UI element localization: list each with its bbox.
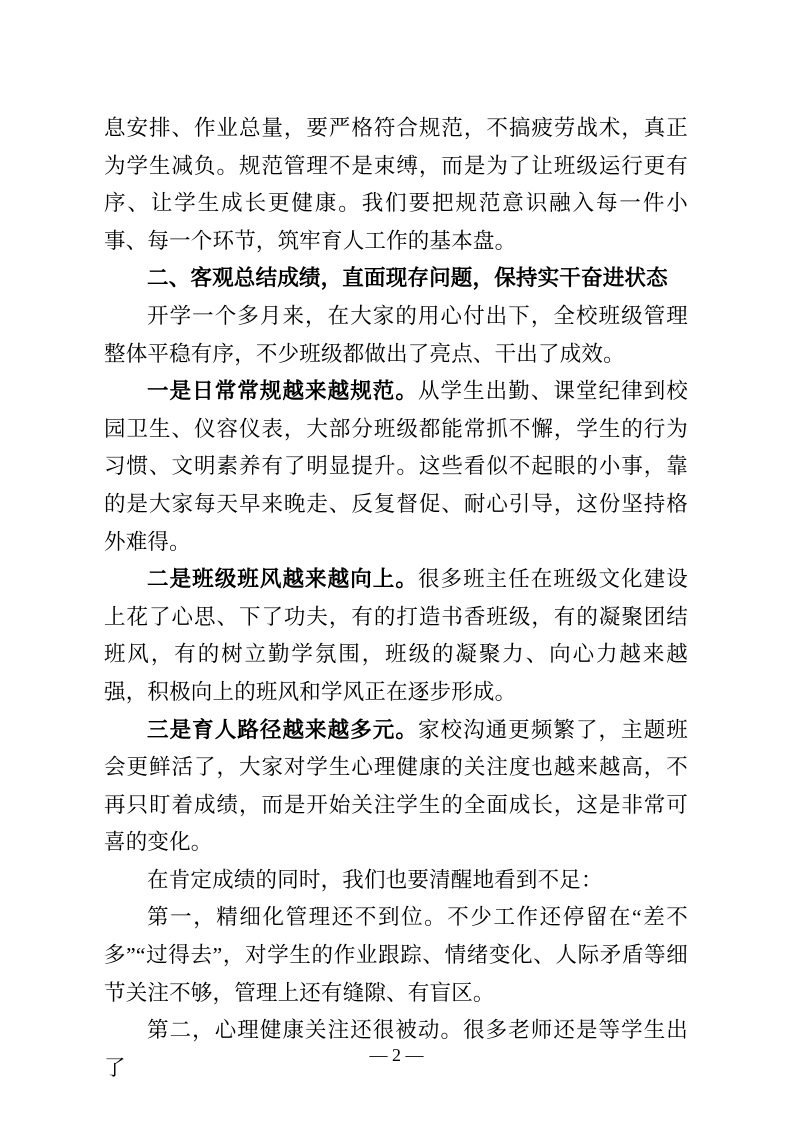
paragraph-text: 很多班主任在班级文化建设上花了心思、下了功夫，有的打造书香班级，有的凝聚团结班风，有的树立勤学氛围，班级的凝聚力、向心力越来越强，积极向上的班风和学风正在逐步形成。 xyxy=(104,567,688,704)
paragraph-text: 在肯定成绩的同时，我们也要清醒地看到不足： xyxy=(147,867,603,892)
section-heading xyxy=(104,260,688,298)
paragraph-point-2 xyxy=(104,561,688,711)
paragraph-lead: 三是育人路径越来越多元。 xyxy=(147,717,418,742)
paragraph-problem-1 xyxy=(104,899,688,1012)
heading-text: 二、客观总结成绩，直面现存问题，保持实干奋进状态 xyxy=(147,266,668,291)
paragraph-text: 开学一个多月来，在大家的用心付出下，全校班级管理整体平稳有序，不少班级都做出了亮点、干出了成效。 xyxy=(104,303,688,366)
paragraph-text: 从学生出勤、课堂纪律到校园卫生、仪容仪表，大部分班级都能常抓不懈，学生的行为习惯、文明素养有了明显提升。这些看似不起眼的小事，靠的是大家每天早来晚走、反复督促、耐心引导，这份坚持格外难得。 xyxy=(104,379,688,554)
paragraph-point-3 xyxy=(104,712,688,862)
paragraph-text: 第一，精细化管理还不到位。不少工作还停留在“差不多”“过得去”，对学生的作业跟踪、情绪变化、人际矛盾等细节关注不够，管理上还有缝隙、有盲区。 xyxy=(104,905,688,1005)
paragraph-transition xyxy=(104,862,688,900)
page-footer xyxy=(0,1045,793,1066)
paragraph-text: 家校沟通更频繁了，主题班会更鲜活了，大家对学生心理健康的关注度也越来越高，不再只盯着成绩，而是开始关注学生的全面成长，这是非常可喜的变化。 xyxy=(104,717,688,855)
page-number: — 2 — xyxy=(369,1045,424,1065)
paragraph-continuation xyxy=(104,110,688,260)
paragraph-point-1 xyxy=(104,373,688,561)
paragraph-intro xyxy=(104,298,688,373)
paragraph-text: 第二，心理健康关注还很被动。很多老师还是等学生出了 xyxy=(104,1018,688,1080)
paragraph-lead: 二是班级班风越来越向上。 xyxy=(147,567,418,592)
paragraph-lead: 一是日常常规越来越规范。 xyxy=(147,379,418,404)
paragraph-text: 息安排、作业总量，要严格符合规范，不搞疲劳战术，真正为学生减负。规范管理不是束缚，而是为了让班级运行更有序、让学生成长更健康。我们要把规范意识融入每一件小事、每一个环节，筑牢育人工作的基本盘。 xyxy=(104,116,688,253)
document-body xyxy=(104,110,688,1087)
